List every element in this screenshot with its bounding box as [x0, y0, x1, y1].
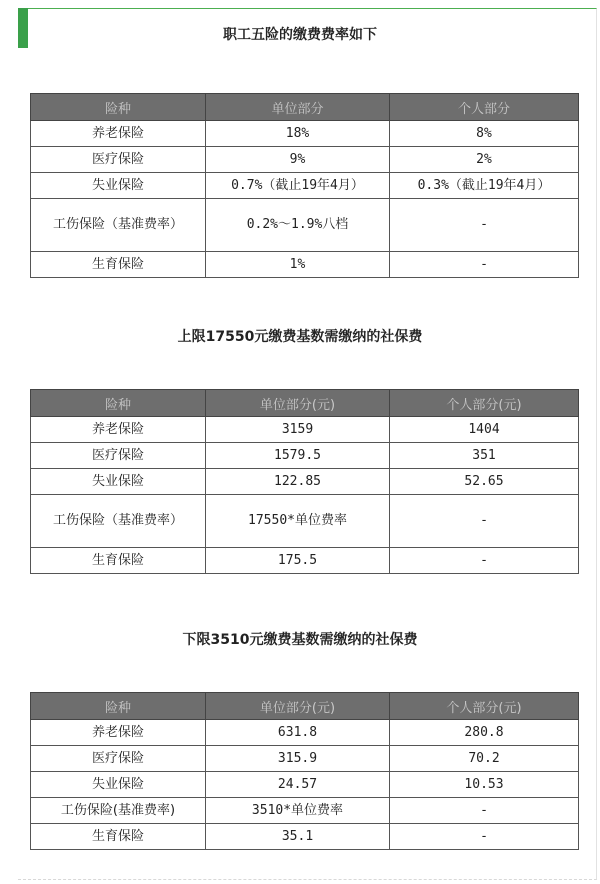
cell-employer: 18% — [206, 121, 390, 147]
table-row — [31, 469, 579, 495]
cell-personal: - — [390, 252, 579, 278]
table-row — [31, 746, 579, 772]
cell-employer: 24.57 — [206, 772, 390, 798]
cell-type: 医疗保险 — [31, 147, 206, 173]
table-row — [31, 417, 579, 443]
cell-employer: 9% — [206, 147, 390, 173]
rate-table — [30, 93, 579, 278]
table-row — [31, 720, 579, 746]
section1-title: 职工五险的缴费费率如下 — [223, 27, 377, 43]
cell-employer: 1579.5 — [206, 443, 390, 469]
cell-employer: 17550*单位费率 — [206, 495, 390, 548]
table-header-row — [31, 94, 579, 121]
header-type: 险种 — [31, 693, 206, 720]
header-employer: 单位部分(元) — [206, 693, 390, 720]
table-row — [31, 173, 579, 199]
cell-type: 养老保险 — [31, 417, 206, 443]
cell-personal: - — [390, 798, 579, 824]
table-header-row — [31, 390, 579, 417]
header-type: 险种 — [31, 94, 206, 121]
cell-personal: 70.2 — [390, 746, 579, 772]
header-personal: 个人部分 — [390, 94, 579, 121]
cell-type: 工伤保险(基准费率) — [31, 798, 206, 824]
cell-personal: 1404 — [390, 417, 579, 443]
table-row — [31, 772, 579, 798]
cell-type: 医疗保险 — [31, 443, 206, 469]
header-employer: 单位部分 — [206, 94, 390, 121]
cell-personal: - — [390, 199, 579, 252]
cell-type: 失业保险 — [31, 173, 206, 199]
cell-personal: - — [390, 495, 579, 548]
cell-type: 生育保险 — [31, 824, 206, 850]
table-row — [31, 495, 579, 548]
section3-title: 下限3510元缴费基数需缴纳的社保费 — [182, 632, 418, 648]
header-type: 险种 — [31, 390, 206, 417]
cell-type: 养老保险 — [31, 720, 206, 746]
cell-personal: - — [390, 548, 579, 574]
cell-employer: 35.1 — [206, 824, 390, 850]
table-row — [31, 443, 579, 469]
cell-type: 生育保险 — [31, 252, 206, 278]
cell-personal: 0.3%（截止19年4月） — [390, 173, 579, 199]
cell-personal: 280.8 — [390, 720, 579, 746]
table-row — [31, 199, 579, 252]
cell-employer: 122.85 — [206, 469, 390, 495]
cell-type: 失业保险 — [31, 469, 206, 495]
cell-type: 生育保险 — [31, 548, 206, 574]
cell-personal: - — [390, 824, 579, 850]
cell-employer: 3510*单位费率 — [206, 798, 390, 824]
cell-personal: 2% — [390, 147, 579, 173]
cell-employer: 0.2%～1.9%八档 — [206, 199, 390, 252]
table-row — [31, 121, 579, 147]
cell-type: 失业保险 — [31, 772, 206, 798]
cell-type: 工伤保险（基准费率） — [31, 199, 206, 252]
cell-employer: 1% — [206, 252, 390, 278]
cell-employer: 315.9 — [206, 746, 390, 772]
cell-employer: 0.7%（截止19年4月） — [206, 173, 390, 199]
cell-type: 医疗保险 — [31, 746, 206, 772]
cell-personal: 10.53 — [390, 772, 579, 798]
cell-employer: 631.8 — [206, 720, 390, 746]
table-row — [31, 252, 579, 278]
table-row — [31, 548, 579, 574]
table-row — [31, 824, 579, 850]
cell-personal: 8% — [390, 121, 579, 147]
header-employer: 单位部分(元) — [206, 390, 390, 417]
table-row — [31, 147, 579, 173]
header-personal: 个人部分(元) — [390, 693, 579, 720]
cell-type: 工伤保险（基准费率） — [31, 495, 206, 548]
cell-type: 养老保险 — [31, 121, 206, 147]
header-personal: 个人部分(元) — [390, 390, 579, 417]
cell-employer: 3159 — [206, 417, 390, 443]
cell-employer: 175.5 — [206, 548, 390, 574]
upper-limit-table — [30, 389, 579, 574]
table-row — [31, 798, 579, 824]
section2-title: 上限17550元缴费基数需缴纳的社保费 — [177, 329, 423, 345]
cell-personal: 52.65 — [390, 469, 579, 495]
lower-limit-table — [30, 692, 579, 850]
table-header-row — [31, 693, 579, 720]
cell-personal: 351 — [390, 443, 579, 469]
